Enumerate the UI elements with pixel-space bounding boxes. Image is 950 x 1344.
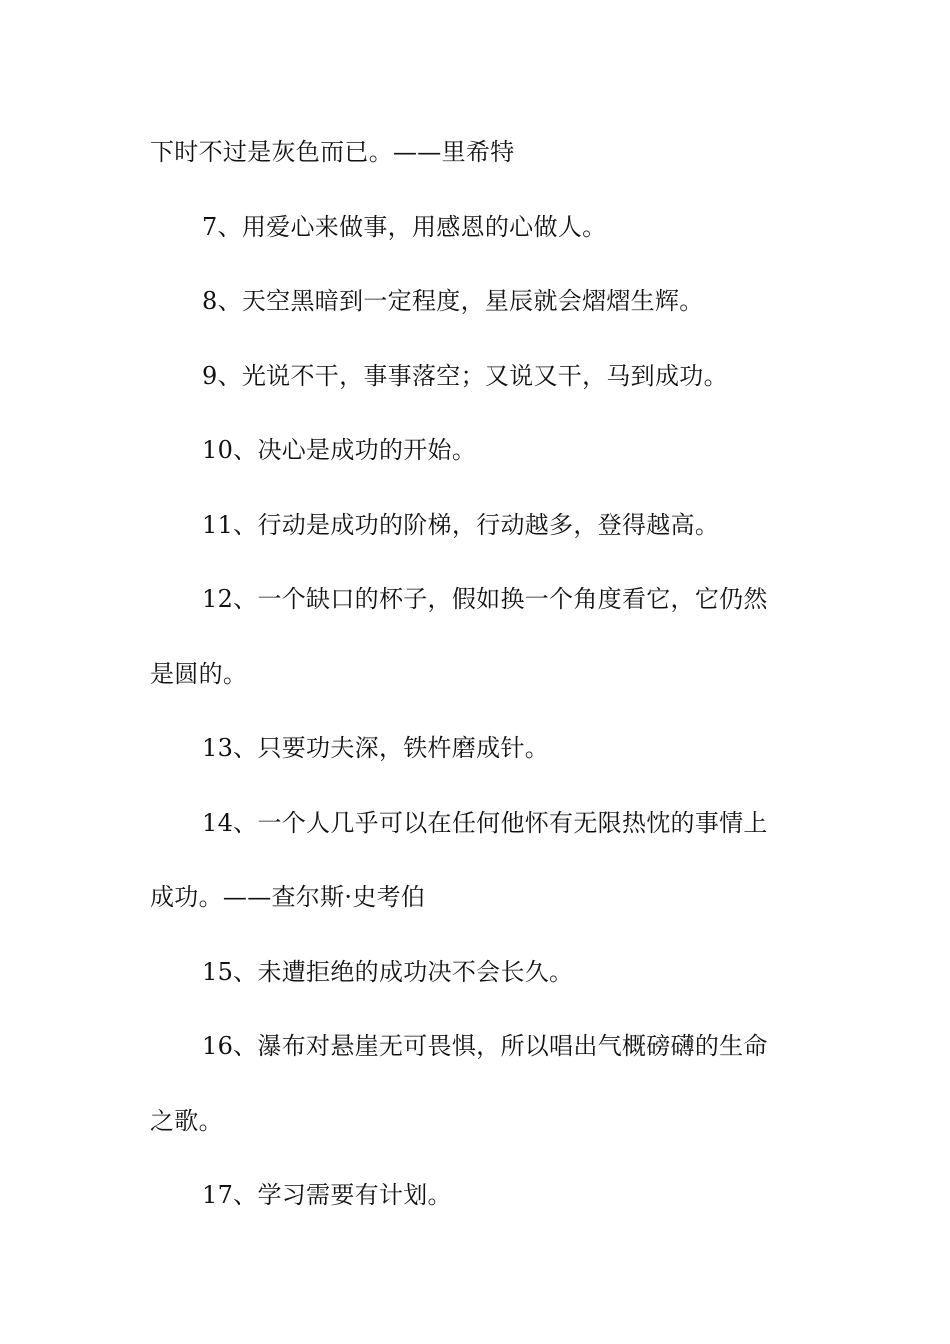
text-line-item-10: 10、决心是成功的开始。 [202,436,477,464]
text-line-continuation: 下时不过是灰色而已。——里希特 [150,138,515,166]
text-line-item-11: 11、行动是成功的阶梯，行动越多，登得越高。 [202,510,720,539]
text-line-item-8: 8、天空黑暗到一定程度，星辰就会熠熠生辉。 [202,287,704,315]
text-line-item-13: 13、只要功夫深，铁杵磨成针。 [202,734,550,762]
text-line-item-16: 16、瀑布对悬崖无可畏惧，所以唱出气概磅礴的生命 [202,1032,768,1060]
text-line-item-17: 17、学习需要有计划。 [202,1181,452,1209]
text-line-item-9: 9、光说不干，事事落空；又说又干，马到成功。 [202,361,728,390]
text-line-item-12: 12、一个缺口的杯子，假如换一个角度看它，它仍然 [202,585,768,613]
text-line-item-12-continuation: 是圆的。 [150,659,248,688]
text-line-item-14-continuation: 成功。——查尔斯·史考伯 [150,883,426,911]
document-body [150,132,800,1250]
text-line-item-7: 7、用爱心来做事，用感恩的心做人。 [202,212,607,241]
text-line-item-16-continuation: 之歌。 [150,1106,223,1135]
text-line-item-14: 14、一个人几乎可以在任何他怀有无限热忱的事情上 [202,808,768,837]
text-line-item-15: 15、未遭拒绝的成功决不会长久。 [202,957,574,986]
